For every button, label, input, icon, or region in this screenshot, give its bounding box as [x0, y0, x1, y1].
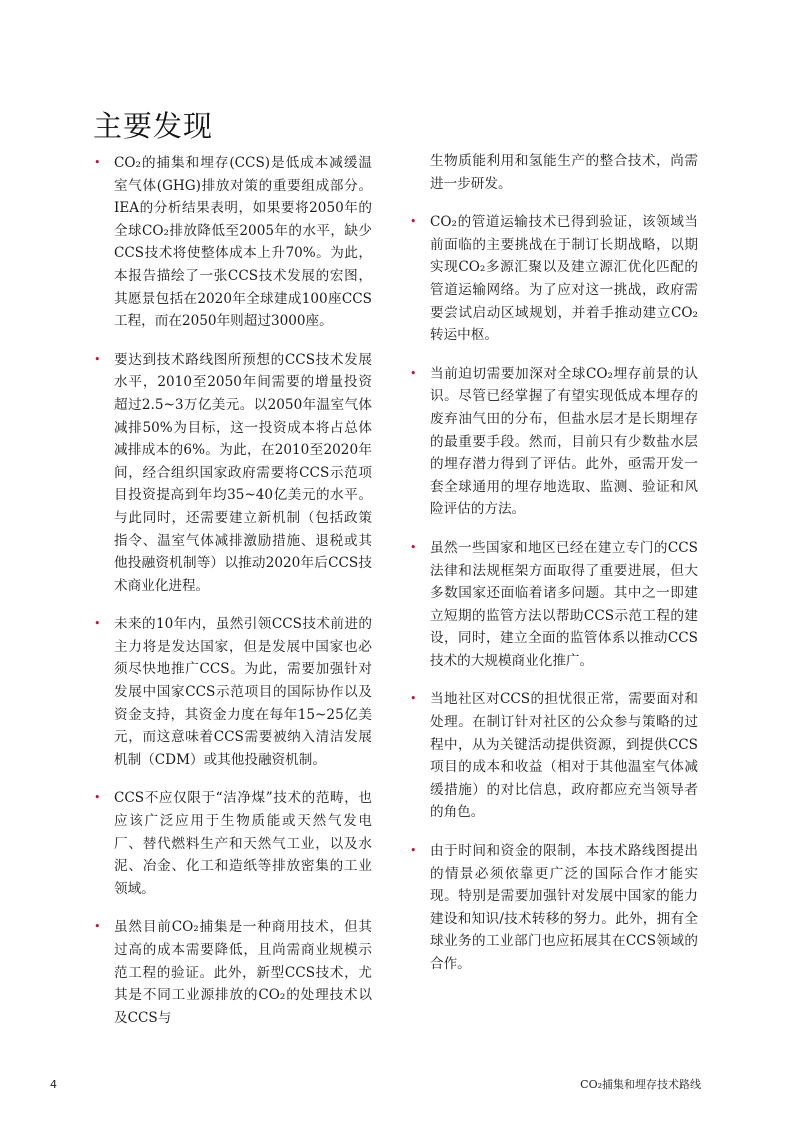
bullet-dot-icon: •	[94, 920, 101, 934]
bullet-item	[92, 787, 372, 900]
bullet-dot-icon: •	[94, 156, 101, 169]
bullet-dot-icon: •	[410, 844, 417, 858]
bullet-item	[408, 211, 698, 347]
bullet-item	[408, 537, 698, 673]
bullet-dot-icon: •	[410, 540, 417, 554]
bullet-text: CO₂的捕集和埋存(CCS)是低成本减缓温室气体(GHG)排放对策的重要组成部分。IEA的分析结果表明，如果要将2050年的全球CO₂排放降低至2005年的水平，缺少CCS技术将使整体成本上升70%。为此，本报告描绘了一张CCS技术发展的宏图，其愿景包括在2020年全球建成100座CCS工程，而在2050年则超过3000座。	[114, 155, 372, 330]
bullet-item	[92, 349, 372, 598]
bullet-item	[408, 840, 698, 976]
bullet-item	[408, 688, 698, 824]
page-number: 4	[50, 1078, 57, 1091]
page-title: 主要发现	[93, 109, 214, 143]
bullet-item	[408, 363, 698, 521]
bullet-dot-icon: •	[410, 366, 417, 380]
bullet-dot-icon: •	[94, 352, 101, 366]
footer-doc-title: CO₂捕集和埋存技术路线	[580, 1078, 701, 1091]
bullet-text: CO₂的管道运输技术已得到验证，该领域当前面临的主要挑战在于制订长期战略，以期实现CO₂多源汇聚以及建立源汇优化匹配的管道运输网络。为了应对这一挑战，政府需要尝试启动区域规划，并着手推动建立CO₂转运中枢。	[430, 214, 698, 344]
bullet-text: 要达到技术路线图所预想的CCS技术发展水平，2010至2050年间需要的增量投资超过2.5~3万亿美元。以2050年温室气体减排50%为目标，这一投资成本将占总体减排成本的6%。为此，在2010至2020年间，经合组织国家政府需要将CCS示范项目投资提高到年均35~40亿美元的水平。与此同时，还需要建立新机制（包括政策指令、温室气体减排激励措施、退税或其他投融资机制等）以推动2020年后CCS技术商业化进程。	[114, 351, 372, 594]
bullet-continuation	[408, 150, 698, 195]
bullet-text: 虽然目前CO₂捕集是一种商用技术，但其过高的成本需要降低，且尚需商业规模示范工程的验证。此外，新型CCS技术，尤其是不同工业源排放的CO₂的处理技术以及CCS与	[114, 919, 372, 1026]
bullet-text: 虽然一些国家和地区已经在建立专门的CCS法律和法规框架方面取得了重要进展，但大多数国家还面临着诸多问题。其中之一即建立短期的监管方法以帮助CCS示范工程的建设，同时，建立全面的监管体系以推动CCS技术的大规模商业化推广。	[430, 539, 698, 669]
bullet-dot-icon: •	[410, 215, 417, 229]
bullet-item	[92, 613, 372, 771]
bullet-dot-icon: •	[94, 617, 101, 631]
right-column	[408, 152, 698, 992]
bullet-text: 当地社区对CCS的担忧很正常，需要面对和处理。在制订针对社区的公众参与策略的过程中，从为关键活动提供资源，到提供CCS项目的成本和收益（相对于其他温室气体减缓措施）的对比信息，政府都应充当领导者的角色。	[430, 691, 698, 821]
bullet-text: 生物质能利用和氢能生产的整合技术，尚需进一步研发。	[430, 153, 698, 192]
bullet-item	[92, 916, 372, 1029]
bullet-text: 由于时间和资金的限制，本技术路线图提出的情景必须依靠更广泛的国际合作才能实现。特别是需要加强针对发展中国家的能力建设和知识/技术转移的努力。此外，拥有全球业务的工业部门也应拓展其在CCS领域的合作。	[430, 843, 698, 972]
bullet-dot-icon: •	[94, 791, 101, 805]
bullet-text: 未来的10年内，虽然引领CCS技术前进的主力将是发达国家，但是发展中国家也必须尽快地推广CCS。为此，需要加强针对发展中国家CCS示范项目的国际协作以及资金支持，其资金力度在每年15~25亿美元，而这意味着CCS需要被纳入清洁发展机制（CDM）或其他投融资机制。	[114, 616, 372, 768]
bullet-text: 当前迫切需要加深对全球CO₂埋存前景的认识。尽管已经掌握了有望实现低成本埋存的废弃油气田的分布，但盐水层才是长期埋存的最重要手段。然而，目前只有少数盐水层的埋存潜力得到了评估。此外，亟需开发一套全球通用的埋存地选取、监测、验证和风险评估的方法。	[430, 365, 698, 518]
bullet-text: CCS不应仅限于“洁净煤”技术的范畴，也应该广泛应用于生物质能或天然气发电厂、替代燃料生产和天然气工业，以及水泥、冶金、化工和造纸等排放密集的工业领域。	[114, 790, 372, 897]
bullet-dot-icon: •	[410, 692, 417, 706]
bullet-item	[92, 152, 372, 333]
left-column	[92, 152, 372, 1045]
